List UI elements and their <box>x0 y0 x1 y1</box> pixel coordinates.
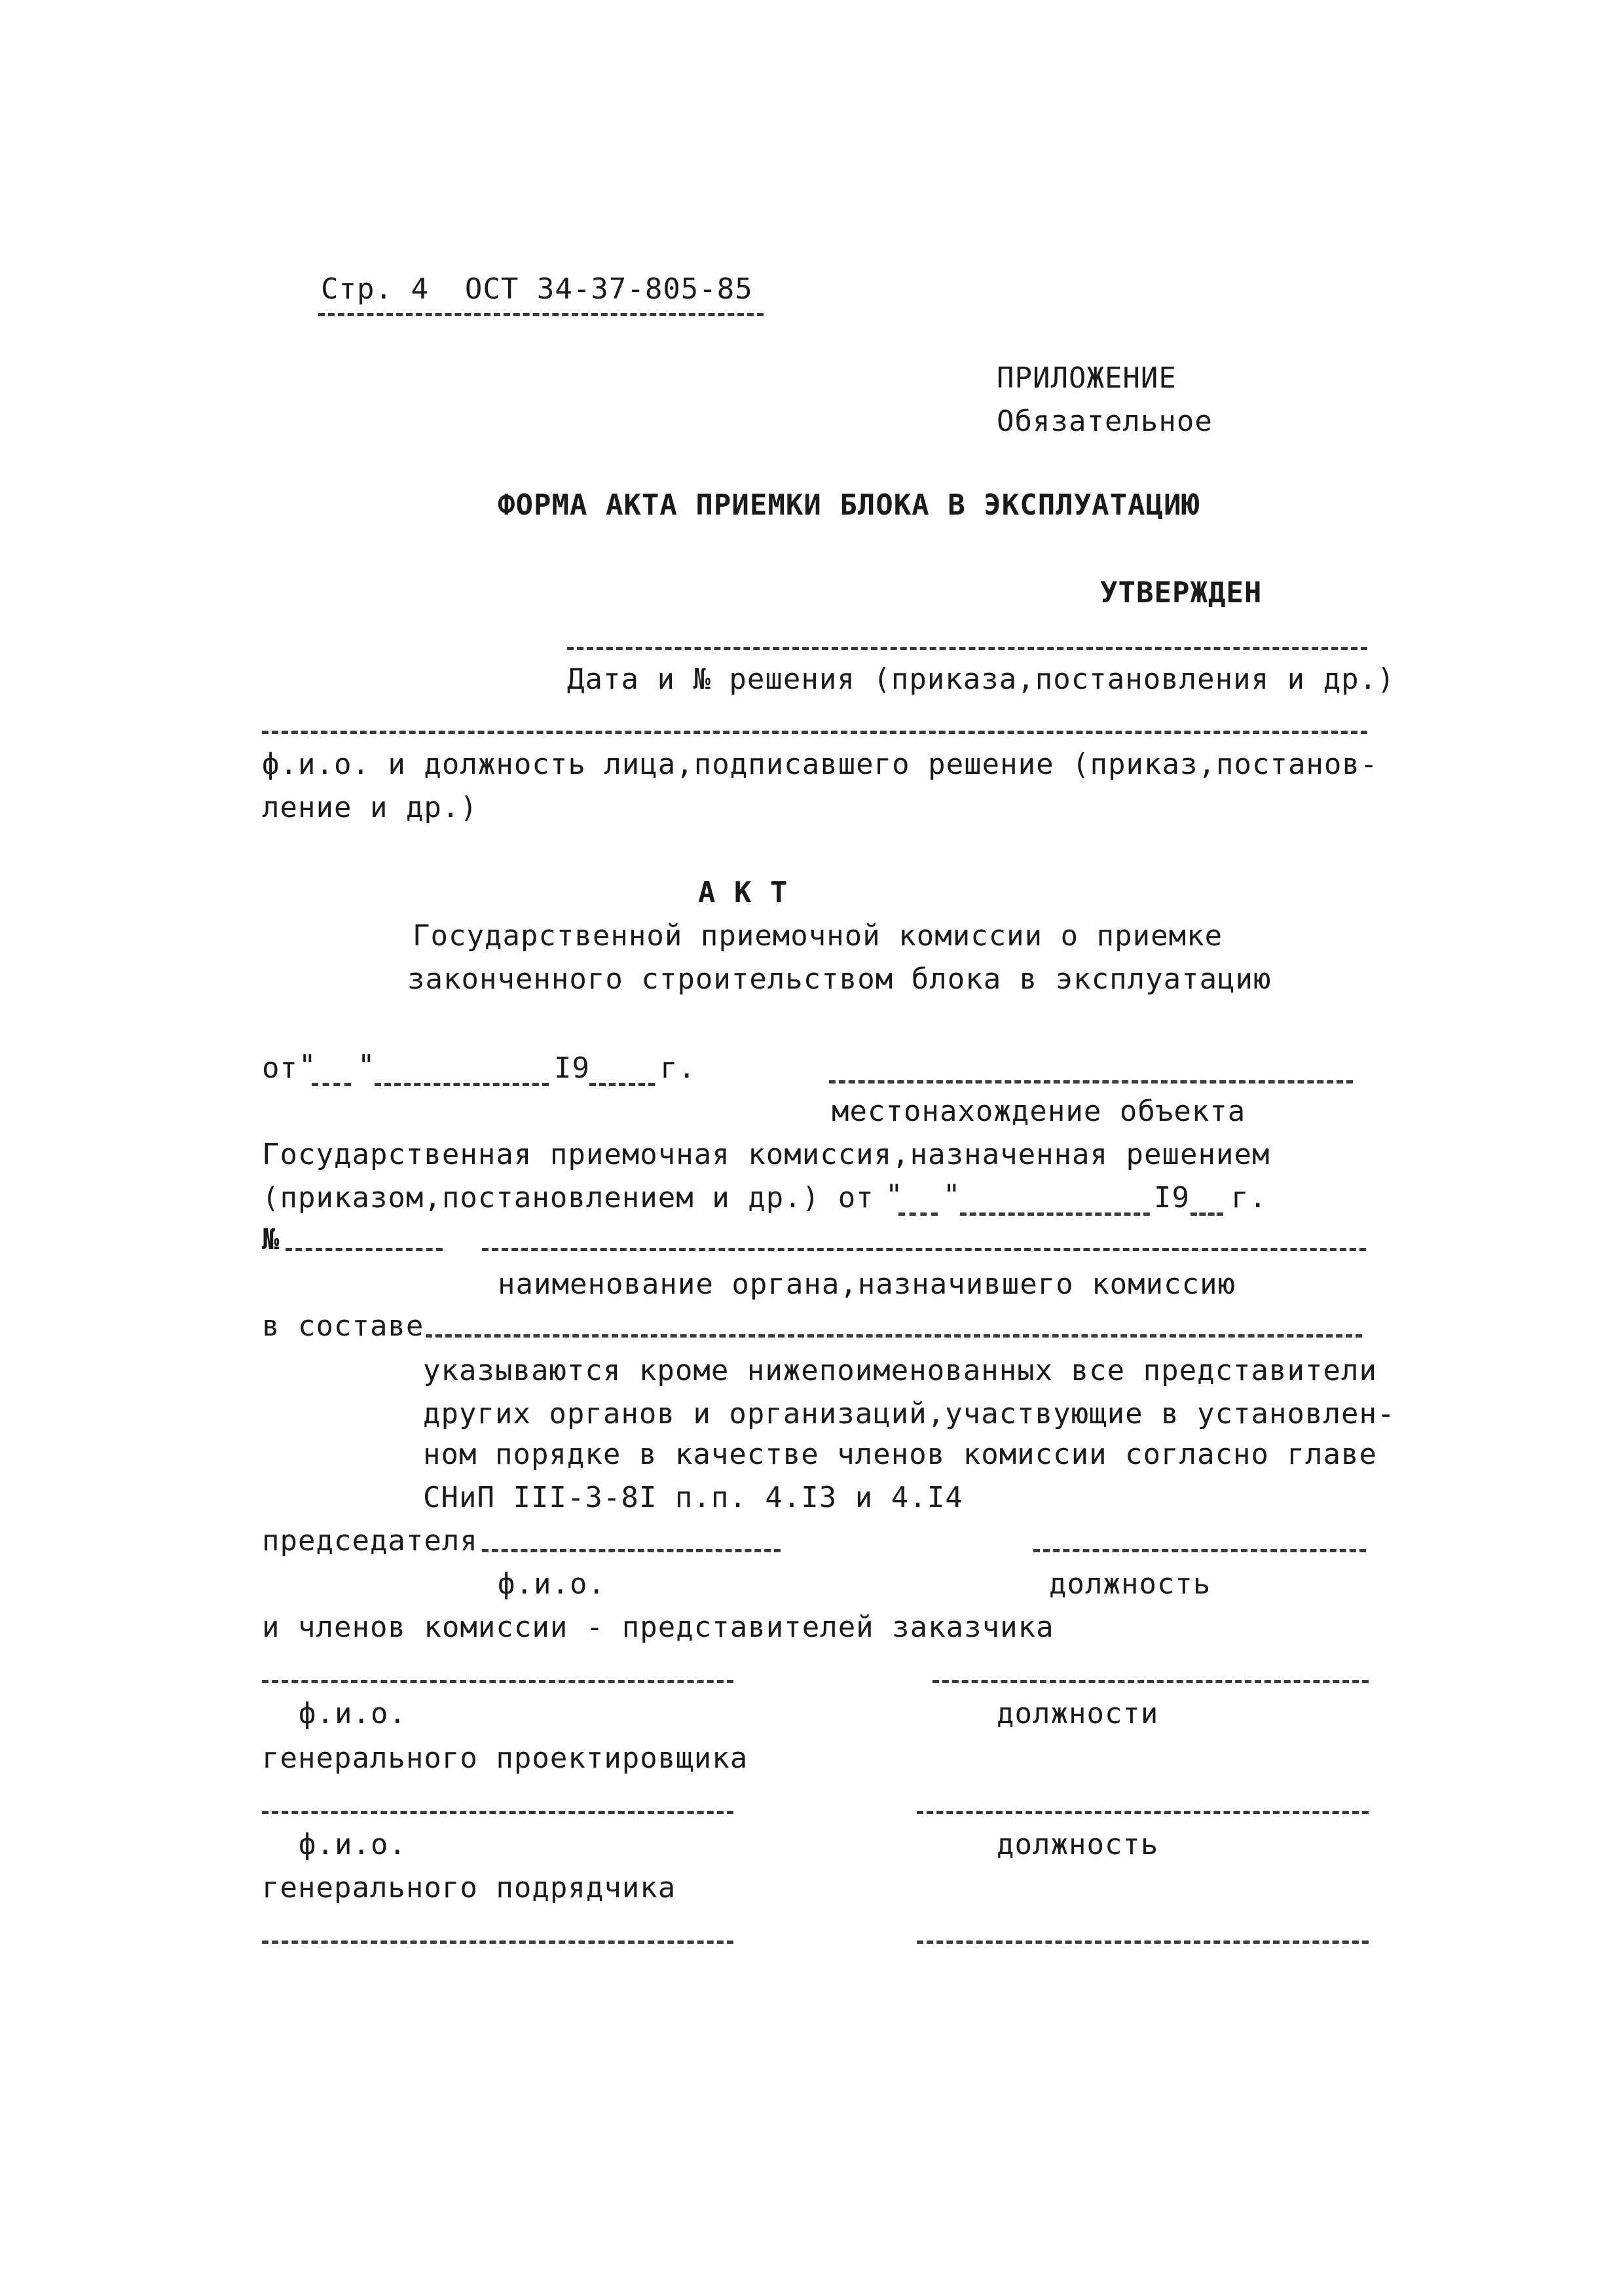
location-line <box>829 1080 1353 1084</box>
appendix-status: Обязательное <box>997 405 1213 438</box>
general-designer-label: генерального проектировщика <box>262 1741 748 1775</box>
designer-position-line <box>917 1811 1369 1814</box>
decision-caption: Дата и № решения (приказа,постановления и др.) <box>567 663 1395 696</box>
signer-caption-1: ф.и.о. и должность лица,подписавшего решение (приказ,постанов- <box>262 748 1378 781</box>
chairman-label: председателя <box>262 1524 478 1558</box>
act-subtitle-1: Государственной приемочной комиссии о приемке <box>413 919 1223 953</box>
date-year-line <box>589 1083 655 1086</box>
customer-position-line <box>932 1680 1369 1683</box>
composition-line <box>426 1334 1362 1338</box>
commission-year-suffix: г. <box>1231 1181 1267 1214</box>
commission-year-line <box>1190 1212 1223 1216</box>
organ-caption: наименование органа,назначившего комиссию <box>498 1267 1236 1301</box>
date-day-line <box>312 1083 351 1086</box>
location-caption: местонахождение объекта <box>832 1095 1246 1128</box>
date-quote-open: " <box>299 1049 317 1082</box>
signer-line <box>262 731 1367 734</box>
number-sign: № <box>262 1223 280 1256</box>
contractor-position-line <box>917 1941 1369 1944</box>
appendix-title: ПРИЛОЖЕНИЕ <box>997 361 1177 395</box>
customer-fio-line <box>262 1680 733 1683</box>
composition-note-2: других органов и организаций,участвующие в установлен- <box>423 1397 1395 1430</box>
commission-line-1: Государственная приемочная комиссия,назначенная решением <box>262 1138 1270 1171</box>
act-title: А К Т <box>698 876 788 909</box>
members-label: и членов комиссии - представителей заказчика <box>262 1611 1054 1644</box>
page-reference: Стр. 4 ОСТ 34-37-805-85 <box>321 272 753 306</box>
commission-line-2: (приказом,постановлением и др.) от <box>262 1181 874 1214</box>
decision-number-line <box>286 1248 443 1251</box>
customer-fio-caption: ф.и.о. <box>299 1697 407 1730</box>
composition-note-4: СНиП III-3-8I п.п. 4.I3 и 4.I4 <box>423 1481 963 1514</box>
commission-day-line <box>898 1212 938 1216</box>
date-from-label: от <box>262 1051 298 1085</box>
commission-year: I9 <box>1154 1181 1190 1214</box>
organ-line <box>482 1248 1366 1251</box>
chairman-fio-caption: ф.и.о. <box>498 1567 606 1601</box>
signer-caption-2: ление и др.) <box>262 791 478 824</box>
composition-note-1: указываются кроме нижепоименованных все представители <box>423 1354 1377 1387</box>
general-contractor-label: генерального подрядчика <box>262 1871 676 1904</box>
form-title: ФОРМА АКТА ПРИЕМКИ БЛОКА В ЭКСПЛУАТАЦИЮ <box>498 488 1200 522</box>
commission-month-line <box>960 1212 1150 1216</box>
decision-line <box>567 647 1367 650</box>
header-underline <box>318 313 764 316</box>
commission-quote-close: " <box>943 1178 961 1212</box>
date-quote-close: " <box>358 1049 376 1082</box>
designer-fio-line <box>262 1811 733 1814</box>
chairman-position-line <box>1033 1549 1366 1552</box>
date-month-line <box>375 1083 549 1086</box>
contractor-fio-line <box>262 1941 733 1944</box>
commission-quote-open: " <box>885 1178 904 1212</box>
chairman-position-caption: должность <box>1049 1567 1211 1601</box>
approved-label: УТВЕРЖДЕН <box>1100 576 1263 610</box>
date-year: I9 <box>554 1051 590 1085</box>
customer-position-caption: должности <box>997 1697 1159 1730</box>
act-subtitle-2: законченного строительством блока в эксплуатацию <box>407 962 1272 996</box>
composition-note-3: ном порядке в качестве членов комиссии согласно главе <box>423 1438 1377 1471</box>
designer-fio-caption: ф.и.о. <box>299 1828 407 1861</box>
designer-position-caption: должность <box>997 1828 1159 1861</box>
composition-label: в составе <box>262 1309 424 1343</box>
date-year-suffix: г. <box>660 1051 696 1085</box>
chairman-fio-line <box>482 1549 781 1552</box>
